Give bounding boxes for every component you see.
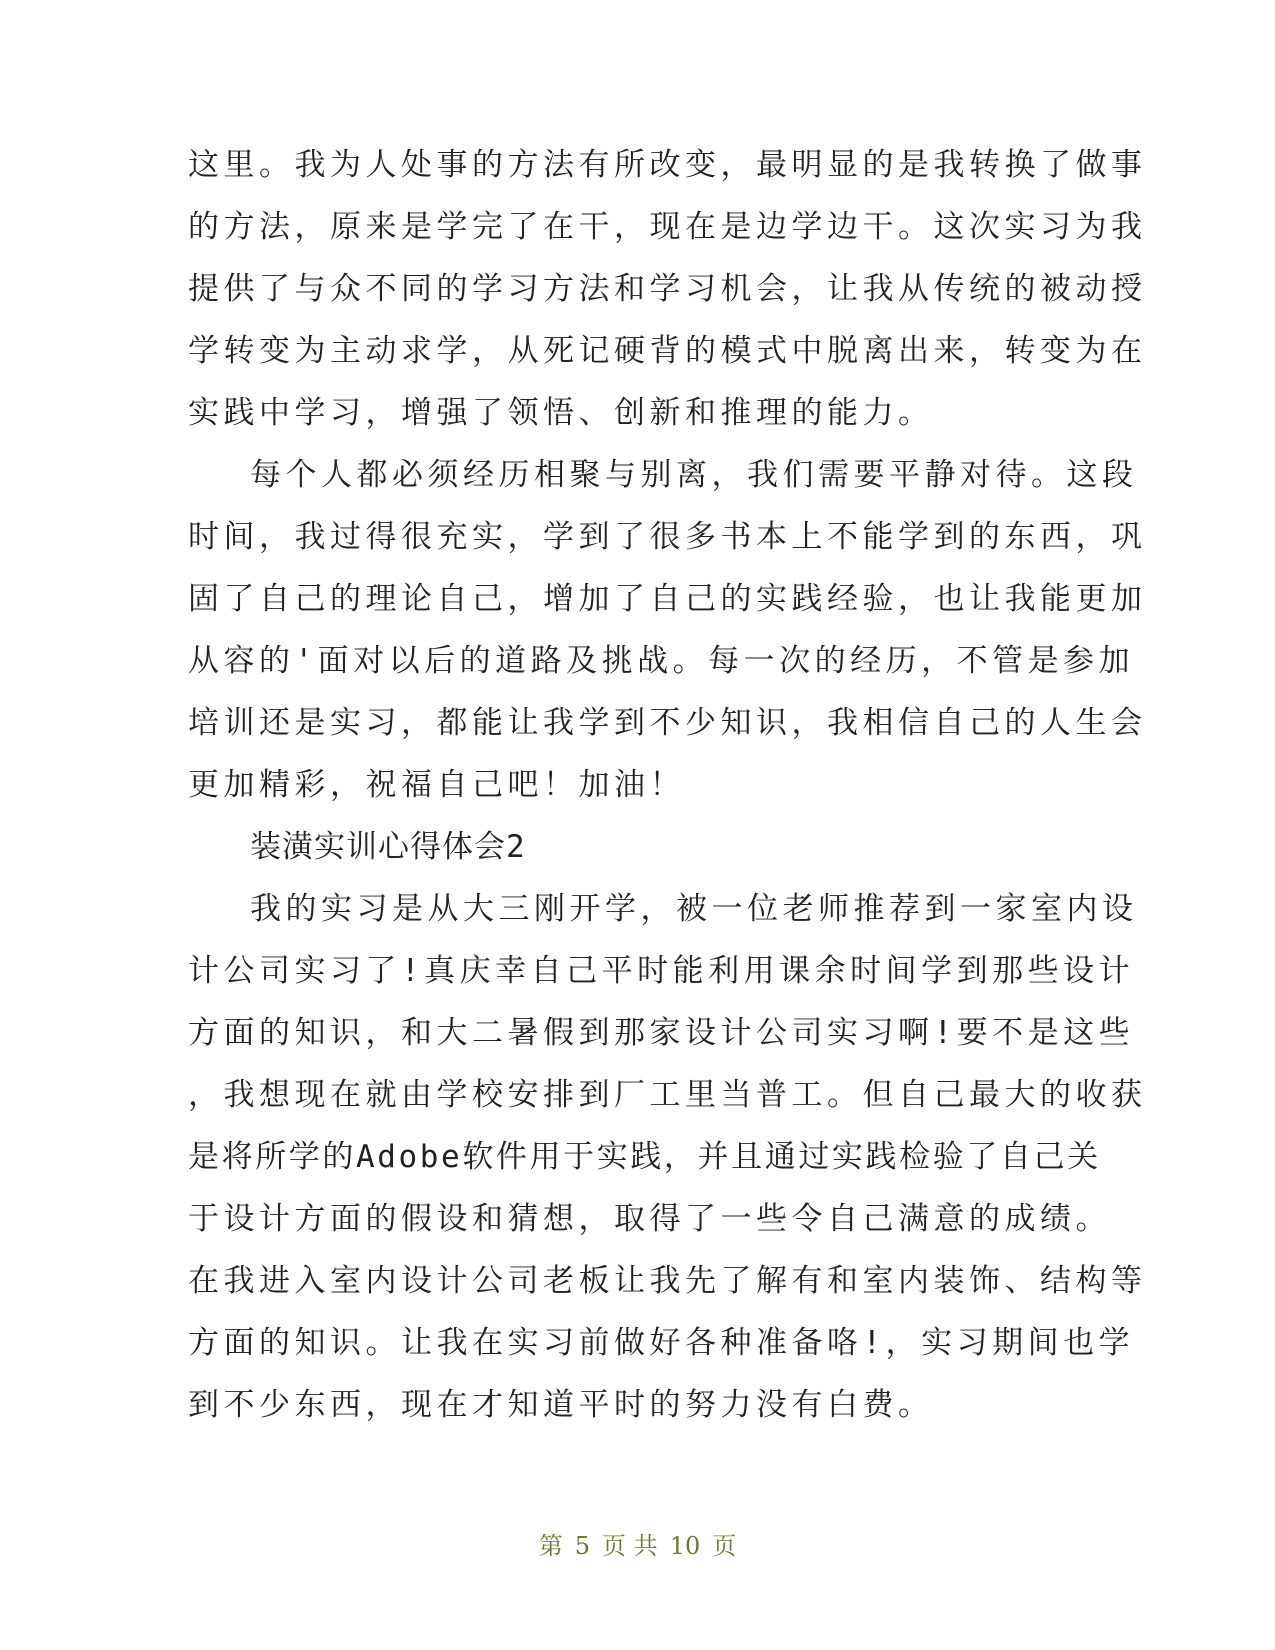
paragraph-line: 实践中学习，增强了领悟、创新和推理的能力。 [188, 395, 934, 431]
paragraph-line: 方面的知识。让我在实习前做好各种准备咯!，实习期间也学 [188, 1325, 1135, 1361]
page-footer [0, 1528, 1275, 1564]
paragraph-line: 培训还是实习，都能让我学到不少知识，我相信自己的人生会 [188, 705, 1147, 741]
footer-prefix: 第 [538, 1532, 563, 1560]
paragraph-line: 提供了与众不同的学习方法和学习机会，让我从传统的被动授 [188, 271, 1147, 307]
paragraph-line: 的方法，原来是学完了在干，现在是边学边干。这次实习为我 [188, 209, 1147, 245]
paragraph-line: 是将所学的Adobe软件用于实践，并且通过实践检验了自己关 [188, 1139, 1101, 1175]
paragraph-line: 到不少东西，现在才知道平时的努力没有白费。 [188, 1387, 934, 1423]
paragraph-line: 这里。我为人处事的方法有所改变，最明显的是我转换了做事 [188, 147, 1147, 183]
paragraph-line: 时间，我过得很充实，学到了很多书本上不能学到的东西，巩 [188, 519, 1147, 555]
paragraph-line: 计公司实习了!真庆幸自己平时能利用课余时间学到那些设计 [188, 953, 1135, 989]
section-heading: 装潢实训心得体会2 [250, 829, 526, 865]
paragraph-line: ，我想现在就由学校安排到厂工里当普工。但自己最大的收获 [188, 1077, 1147, 1113]
paragraph-line: 更加精彩，祝福自己吧！加油！ [188, 767, 685, 803]
footer-page-number: 5 [574, 1532, 591, 1560]
paragraph-line: 于设计方面的假设和猜想，取得了一些令自己满意的成绩。 [188, 1201, 1111, 1237]
footer-middle: 页 共 [602, 1532, 658, 1560]
paragraph-line: 方面的知识，和大二暑假到那家设计公司实习啊!要不是这些 [188, 1015, 1135, 1051]
paragraph-line: 在我进入室内设计公司老板让我先了解有和室内装饰、结构等 [188, 1263, 1147, 1299]
paragraph-line: 固了自己的理论自己，增加了自己的实践经验，也让我能更加 [188, 581, 1147, 617]
footer-suffix: 页 [712, 1532, 737, 1560]
footer-total-pages: 10 [669, 1532, 701, 1560]
paragraph-line: 每个人都必须经历相聚与别离，我们需要平静对待。这段 [250, 457, 1138, 493]
paragraph-line: 学转变为主动求学，从死记硬背的模式中脱离出来，转变为在 [188, 333, 1147, 369]
paragraph-line: 我的实习是从大三刚开学，被一位老师推荐到一家室内设 [250, 891, 1138, 927]
paragraph-line: 从容的'面对以后的道路及挑战。每一次的经历，不管是参加 [188, 643, 1135, 679]
